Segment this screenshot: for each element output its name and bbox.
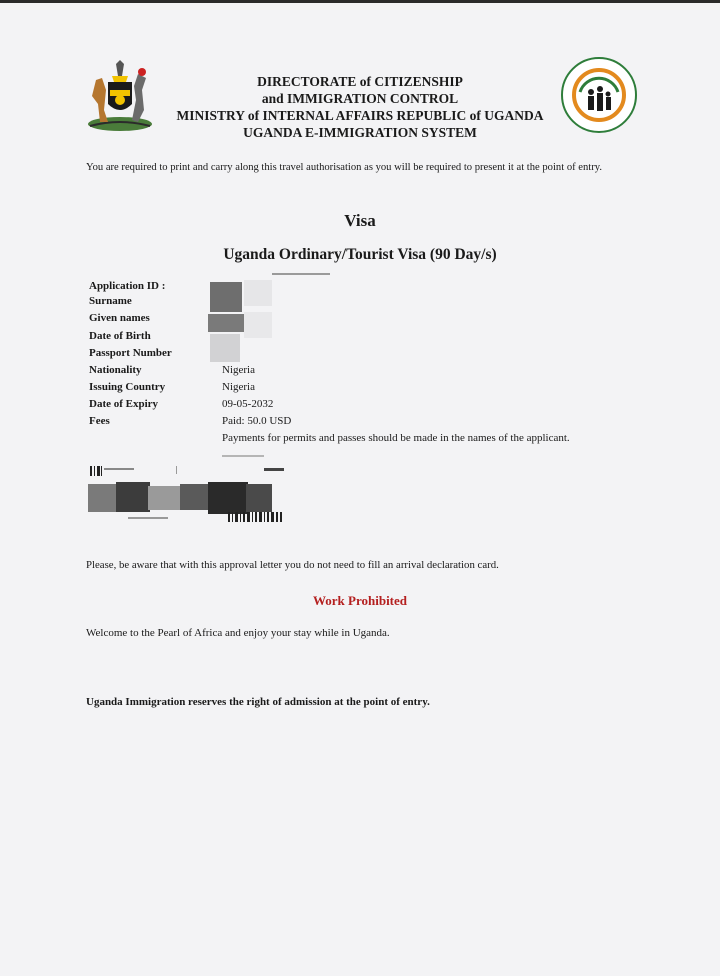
- document-header: [150, 73, 570, 141]
- redacted-date-of-birth: [210, 334, 240, 362]
- redacted-application-id: [210, 282, 242, 312]
- redaction-dash: [222, 455, 264, 457]
- redacted-given-names: [208, 314, 244, 332]
- approval-note: Please, be aware that with this approval letter you do not need to fill an arrival declaration card.: [86, 559, 499, 571]
- label-given-names: Given names: [89, 312, 150, 324]
- barcode-redacted: [88, 462, 288, 524]
- label-date-of-expiry: Date of Expiry: [89, 398, 159, 410]
- redacted-passport-number: [244, 312, 272, 338]
- visa-title: Visa: [344, 211, 376, 230]
- visa-type: Uganda Ordinary/Tourist Visa (90 Day/s): [223, 246, 497, 263]
- label-date-of-birth: Date of Birth: [89, 330, 151, 342]
- label-application-id: Application ID :: [89, 280, 166, 292]
- print-instruction: You are required to print and carry along this travel authorisation as you will be required to present it at the point of entry.: [86, 162, 603, 173]
- value-fees: Paid: 50.0 USD: [222, 415, 292, 427]
- label-surname: Surname: [89, 295, 132, 307]
- label-fees: Fees: [89, 415, 110, 427]
- header-system: UGANDA E-IMMIGRATION SYSTEM: [243, 125, 477, 140]
- label-passport-number: Passport Number: [89, 347, 172, 359]
- work-status: Work Prohibited: [312, 593, 408, 608]
- top-border: [0, 0, 720, 3]
- value-date-of-expiry: 09-05-2032: [222, 398, 274, 410]
- label-nationality: Nationality: [89, 364, 142, 376]
- header-ministry: MINISTRY of INTERNAL AFFAIRS REPUBLIC of UGANDA: [176, 108, 544, 123]
- immigration-seal-icon: [560, 56, 638, 134]
- label-issuing-country: Issuing Country: [89, 381, 166, 393]
- admission-reserve-note: Uganda Immigration reserves the right of admission at the point of entry.: [86, 696, 430, 708]
- welcome-note: Welcome to the Pearl of Africa and enjoy your stay while in Uganda.: [86, 627, 390, 639]
- header-directorate: DIRECTORATE of CITIZENSHIP: [257, 74, 463, 89]
- header-immigration-control: and IMMIGRATION CONTROL: [261, 91, 459, 106]
- value-issuing-country: Nigeria: [222, 381, 255, 393]
- coat-of-arms-icon: [82, 60, 158, 134]
- redacted-surname: [244, 280, 272, 306]
- redaction-line: [272, 273, 330, 275]
- value-fees-note: Payments for permits and passes should be made in the names of the applicant.: [222, 432, 570, 444]
- value-nationality: Nigeria: [222, 364, 255, 376]
